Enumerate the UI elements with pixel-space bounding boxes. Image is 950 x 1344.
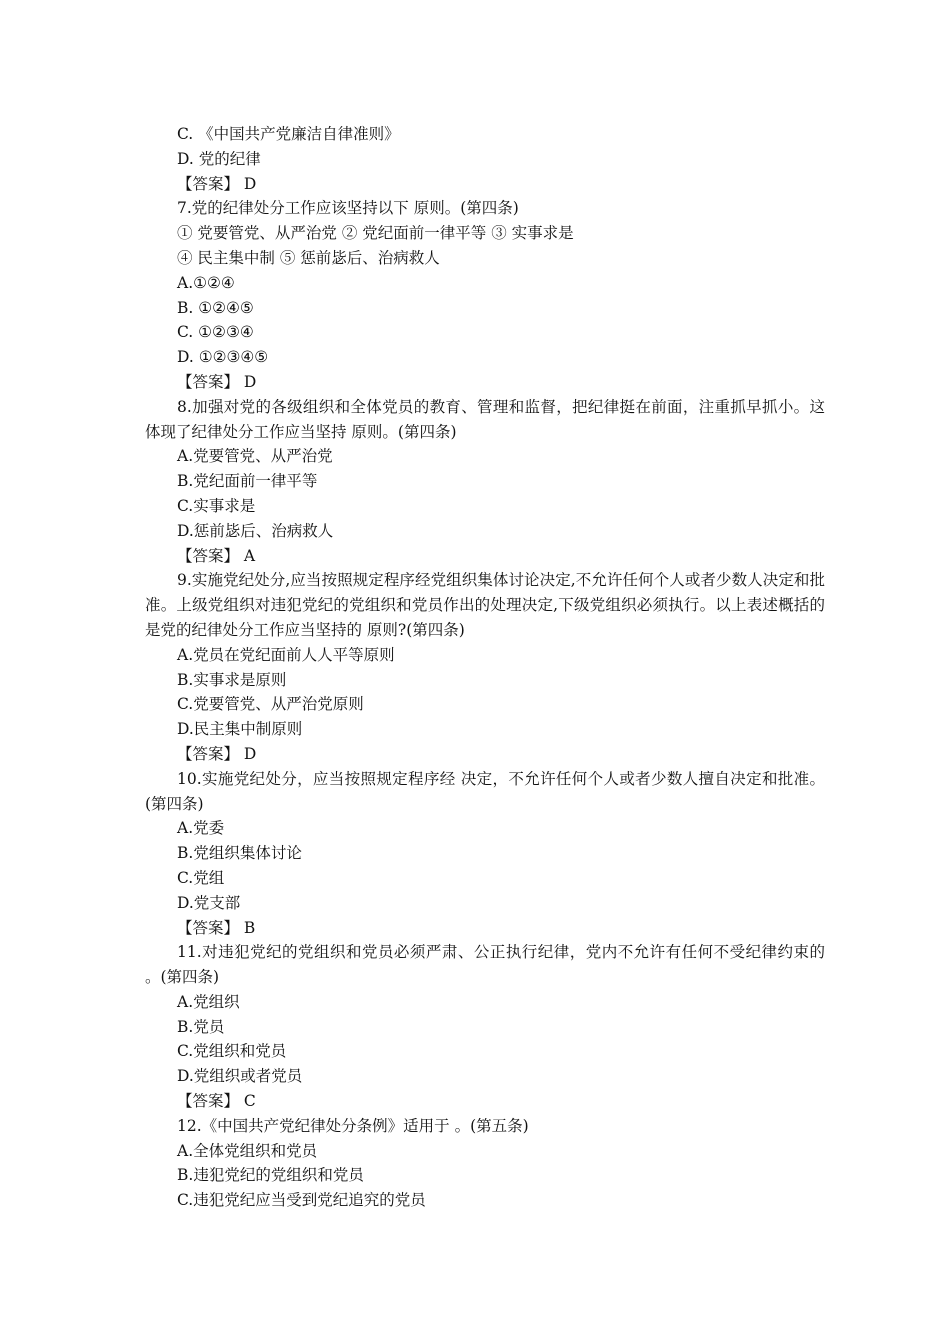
option-line: D.党组织或者党员	[177, 1067, 303, 1086]
question-line: 12.《中国共产党纪律处分条例》适用于 。(第五条)	[177, 1116, 529, 1135]
question-line: 7.党的纪律处分工作应该坚持以下 原则。(第四条)	[177, 199, 519, 218]
option-line: A.全体党组织和党员	[177, 1141, 318, 1160]
option-line: C.党组	[177, 868, 225, 887]
option-line: C.违犯党纪应当受到党纪追究的党员	[177, 1191, 426, 1210]
option-line: D.惩前毖后、治病救人	[177, 521, 334, 540]
option-line: A.党员在党纪面前人人平等原则	[177, 645, 395, 664]
option-line: D. 党的纪律	[177, 149, 261, 168]
option-line: C. 《中国共产党廉洁自律准则》	[177, 125, 400, 143]
option-line: A.①②④	[177, 273, 235, 292]
choice-list-line: ④ 民主集中制 ⑤ 惩前毖后、治病救人	[177, 248, 440, 267]
option-line: C. ①②③④	[177, 323, 254, 342]
answer-line: 【答案】 C	[177, 1092, 256, 1111]
option-line: B.党员	[177, 1017, 225, 1036]
answer-line: 【答案】 D	[177, 372, 257, 391]
question-line: 11.对违犯党纪的党组织和党员必须严肃、公正执行纪律，党内不允许有任何不受纪律约束的 。(第四条)	[145, 943, 825, 987]
option-line: C.实事求是	[177, 496, 256, 515]
option-line: B.实事求是原则	[177, 670, 287, 689]
document-body	[145, 122, 825, 1213]
answer-line: 【答案】 D	[177, 744, 257, 763]
answer-line: 【答案】 D	[177, 174, 257, 193]
answer-line: 【答案】 A	[177, 546, 256, 565]
answer-line: 【答案】 B	[177, 918, 256, 937]
option-line: B.党纪面前一律平等	[177, 472, 318, 491]
option-line: D.党支部	[177, 893, 241, 912]
option-line: A.党要管党、从严治党	[177, 447, 333, 466]
option-line: C.党要管党、从严治党原则	[177, 695, 364, 714]
question-line: 8.加强对党的各级组织和全体党员的教育、管理和监督，把纪律挺在前面，注重抓早抓小。这体现了纪律处分工作应当坚持 原则。(第四条)	[145, 397, 825, 441]
option-line: C.党组织和党员	[177, 1042, 287, 1061]
question-line: 10.实施党纪处分，应当按照规定程序经 决定，不允许任何个人或者少数人擅自决定和批准。(第四条)	[145, 769, 825, 813]
option-line: A.党组织	[177, 992, 240, 1011]
question-line: 9.实施党纪处分,应当按照规定程序经党组织集体讨论决定,不允许任何个人或者少数人决定和批准。上级党组织对违犯党纪的党组织和党员作出的处理决定,下级党组织必须执行。以上表述概括的是党的纪律处分工作应当坚持的 原则?(第四条)	[145, 571, 825, 639]
option-line: B.违犯党纪的党组织和党员	[177, 1166, 364, 1185]
option-line: D.民主集中制原则	[177, 720, 303, 739]
option-line: D. ①②③④⑤	[177, 348, 269, 367]
option-line: A.党委	[177, 819, 225, 838]
option-line: B.党组织集体讨论	[177, 844, 302, 863]
choice-list-line: ① 党要管党、从严治党 ② 党纪面前一律平等 ③ 实事求是	[177, 224, 574, 243]
option-line: B. ①②④⑤	[177, 298, 254, 317]
